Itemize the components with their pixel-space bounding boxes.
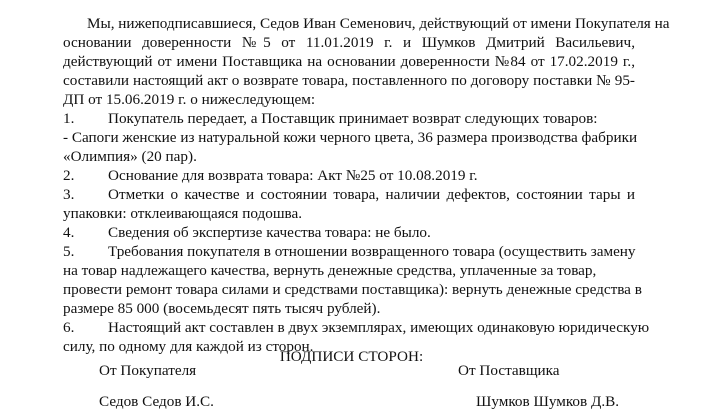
item-5-line-1: Требования покупателя в отношении возвращенного товара (осуществить замену [108, 243, 636, 260]
buyer-label: От Покупателя [99, 362, 197, 379]
item-4-number: 4. [63, 224, 75, 241]
intro-line-1: Мы, нижеподписавшиеся, Седов Иван Семенович, действующий от имени Покупателя на [87, 15, 670, 32]
item-3-line-2: упаковки: отклеивающаяся подошва. [63, 205, 303, 222]
intro-line-2: основании доверенности №5 от 11.01.2019 г. и Шумков Дмитрий Васильевич, [63, 34, 635, 51]
item-3-number: 3. [63, 186, 75, 203]
item-2-line-1: Основание для возврата товара: Акт №25 от 10.08.2019 г. [108, 167, 478, 184]
item-1-line-2: - Сапоги женские из натуральной кожи черного цвета, 36 размера производства фабрики [63, 129, 638, 146]
item-4-line-1: Сведения об экспертизе качества товара: не было. [108, 224, 431, 241]
item-5-line-2: на товар надлежащего качества, вернуть денежные средства, уплаченные за товар, [63, 262, 597, 279]
item-3-line-1: Отметки о качестве и состоянии товара, наличии дефектов, состоянии тары и [108, 186, 635, 203]
intro-line-5: ДП от 15.06.2019 г. о нижеследующем: [63, 91, 316, 108]
signatures-heading: ПОДПИСИ СТОРОН: [279, 348, 424, 365]
item-6-number: 6. [63, 319, 75, 336]
item-5-line-3: провести ремонт товара силами и средствами поставщика): вернуть денежные средства в [63, 281, 642, 298]
item-1-line-3: «Олимпия» (20 пар). [63, 148, 197, 165]
item-6-line-1: Настоящий акт составлен в двух экземплярах, имеющих одинаковую юридическую [108, 319, 650, 336]
supplier-signature: Шумков Шумков Д.В. [476, 393, 620, 410]
item-1-number: 1. [63, 110, 75, 127]
buyer-signature: Седов Седов И.С. [99, 393, 214, 410]
item-5-line-4: размере 85 000 (восемьдесят пять тысяч рублей). [63, 300, 381, 317]
item-6-line-2: силу, по одному для каждой из сторон. [63, 338, 314, 355]
intro-line-4: составили настоящий акт о возврате товара, поставленного по договору поставки № 95- [63, 72, 635, 89]
intro-line-3: действующий от имени Поставщика на основании доверенности №84 от 17.02.2019 г., [63, 53, 635, 70]
item-1-line-1: Покупатель передает, а Поставщик принимает возврат следующих товаров: [108, 110, 598, 127]
supplier-label: От Поставщика [458, 362, 560, 379]
item-5-number: 5. [63, 243, 75, 260]
item-2-number: 2. [63, 167, 75, 184]
